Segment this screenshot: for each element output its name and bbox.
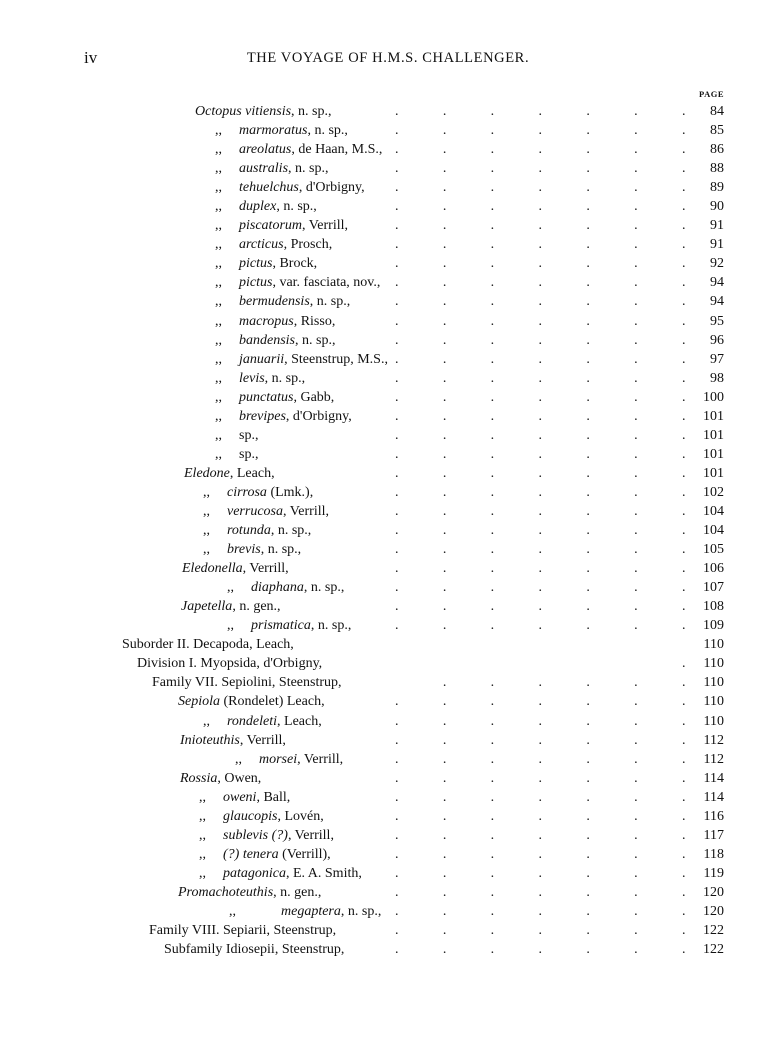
ditto-mark: ,, (227, 618, 234, 634)
entry-rest: (Lmk.), (266, 484, 314, 500)
ditto-mark: ,, (203, 523, 210, 539)
entry-text (227, 578, 344, 597)
taxon-name: cirrosa (227, 484, 267, 500)
entry-rest: , Verrill, (242, 561, 289, 577)
ditto-mark: ,, (199, 865, 206, 881)
page-number: 104 (703, 503, 724, 519)
entry-text (199, 807, 324, 826)
dot-leader: . . . . . . . (395, 903, 686, 919)
dot-leader: . . . . . . . (395, 865, 686, 881)
entry-text (215, 254, 317, 273)
entry-rest: , Owen, (217, 770, 262, 786)
entry-text (215, 312, 335, 331)
entry-rest: , n. sp., (288, 161, 329, 177)
entry-text (215, 407, 352, 426)
contents-entry (0, 445, 776, 464)
entry-text: Division I. Myopsida, d'Orbigny, (137, 656, 323, 672)
page-number: 112 (703, 751, 724, 767)
entry-text (199, 788, 290, 807)
contents-entry (0, 312, 776, 331)
taxon-name: diaphana (251, 580, 304, 596)
ditto-mark: ,, (235, 751, 242, 767)
ditto-mark: ,, (199, 846, 206, 862)
page-number: 94 (710, 294, 724, 310)
contents-entry (0, 140, 776, 159)
contents-entry (0, 826, 776, 845)
dot-leader: . . . . . . . (395, 808, 686, 824)
entry-rest: , n. sp., (270, 523, 312, 539)
entry-text (203, 502, 329, 521)
taxon-name: prismatica (251, 618, 311, 634)
page-number: 106 (703, 561, 724, 577)
entry-rest: sp., (239, 427, 259, 443)
entry-text (215, 426, 258, 445)
dot-leader: . . . . . . . (395, 618, 686, 634)
contents-entry (0, 502, 776, 521)
taxon-name: januarii (239, 351, 285, 367)
dot-leader: . . . . . . . (395, 199, 686, 215)
entry-text (215, 273, 380, 292)
contents-entry (0, 597, 776, 616)
entry-text (199, 845, 331, 864)
taxon-name: (?) tenera (223, 846, 279, 862)
taxon-name: verrucosa (227, 503, 283, 519)
entry-text (203, 483, 313, 502)
page-number: 101 (703, 427, 724, 443)
taxon-name: megaptera (281, 903, 341, 919)
page-number: 117 (703, 827, 724, 843)
entry-rest: , Lovén, (277, 808, 324, 824)
dot-leader: . . . . . . . (395, 713, 686, 729)
page-number: 96 (710, 332, 724, 348)
entry-text (178, 883, 321, 902)
entry-rest: , Prosch, (283, 237, 333, 253)
entry-rest: (Verrill), (278, 846, 331, 862)
taxon-name: punctatus (239, 389, 294, 405)
taxon-name: rotunda (227, 523, 271, 539)
ditto-mark: ,, (215, 275, 222, 291)
taxon-name: duplex (239, 199, 277, 215)
taxon-name: macropus (239, 313, 294, 329)
contents-entry (0, 807, 776, 826)
contents-entry-family (0, 673, 776, 692)
taxon-name: Sepiola (178, 694, 220, 710)
taxon-name: Japetella (181, 599, 233, 615)
contents-entry (0, 692, 776, 711)
ditto-mark: ,, (215, 351, 222, 367)
contents-entry (0, 216, 776, 235)
ditto-mark: ,, (215, 237, 222, 253)
page-number: 107 (703, 580, 724, 596)
ditto-mark: ,, (215, 446, 222, 462)
taxon-name: arcticus (239, 237, 284, 253)
ditto-mark: ,, (215, 332, 222, 348)
taxon-name: levis (239, 370, 265, 386)
ditto-mark: ,, (215, 370, 222, 386)
dot-leader: . . . . . . . (395, 275, 686, 291)
ditto-mark: ,, (215, 427, 222, 443)
ditto-mark: ,, (199, 808, 206, 824)
taxon-name: Rossia (180, 770, 218, 786)
entry-rest: (Rondelet) Leach, (220, 694, 325, 710)
page-number: 120 (703, 903, 724, 919)
page-number: 116 (703, 808, 724, 824)
entry-rest: , de Haan, M.S., (291, 142, 383, 158)
dot-leader: . . . . . . . (395, 218, 686, 234)
entry-text (229, 902, 381, 921)
dot-leader: . . . . . . . (395, 561, 686, 577)
taxon-name: marmoratus (239, 123, 308, 139)
entry-text (195, 102, 332, 121)
dot-leader: . . . . . . . (395, 884, 686, 900)
dot-leader: . . . . . . . (395, 294, 686, 310)
entry-rest: , n. sp., (307, 123, 348, 139)
ditto-mark: ,, (215, 123, 222, 139)
entry-rest: , Risso, (293, 313, 336, 329)
entry-rest: , d'Orbigny, (285, 408, 352, 424)
contents-entry (0, 292, 776, 311)
contents-entry (0, 845, 776, 864)
taxon-name: piscatorum (239, 218, 302, 234)
contents-entry (0, 902, 776, 921)
entry-rest: , Brock, (272, 256, 318, 272)
entry-rest: , n. sp., (264, 370, 306, 386)
ditto-mark: ,, (215, 256, 222, 272)
contents-entry (0, 426, 776, 445)
entry-text: Subfamily Idiosepii, Steenstrup, (164, 942, 345, 958)
dot-leader: . . . . . . . (395, 313, 686, 329)
contents-entry (0, 769, 776, 788)
dot-leader: . . . . . . . (395, 789, 686, 805)
page-number: 92 (710, 256, 724, 272)
dot-leader: . . . . . . . (395, 370, 686, 386)
contents-entry (0, 521, 776, 540)
taxon-name: areolatus (239, 142, 292, 158)
page-folio: iv (84, 48, 98, 67)
entry-text (215, 159, 328, 178)
ditto-mark: ,, (215, 161, 222, 177)
running-title: THE VOYAGE OF H.M.S. CHALLENGER. (246, 50, 530, 66)
dot-leader: . . . . . . . (395, 751, 686, 767)
entry-rest: , n. sp., (295, 332, 336, 348)
taxon-name: morsei (259, 751, 298, 767)
entry-text (215, 216, 348, 235)
contents-entry (0, 407, 776, 426)
page-number: 101 (703, 408, 724, 424)
entry-text (215, 331, 335, 350)
dot-leader: . . . . . . . (395, 484, 686, 500)
contents-entry (0, 731, 776, 750)
contents-entry-family (0, 921, 776, 940)
contents-entry-subfamily (0, 940, 776, 959)
page-number: 114 (703, 789, 724, 805)
contents-entry (0, 388, 776, 407)
entry-text (227, 616, 351, 635)
entry-text (215, 140, 382, 159)
entry-text (203, 540, 301, 559)
contents-entry (0, 464, 776, 483)
ditto-mark: ,, (215, 199, 222, 215)
page-number: 118 (703, 846, 724, 862)
dot-leader: . . . . . . . (395, 523, 686, 539)
entry-rest: , n. gen., (273, 884, 322, 900)
ditto-mark: ,, (199, 789, 206, 805)
ditto-mark: ,, (215, 180, 222, 196)
entry-rest: , Leach, (277, 713, 322, 729)
page-number: 97 (710, 351, 724, 367)
page-number: 104 (703, 523, 724, 539)
page-number: 120 (703, 884, 724, 900)
taxon-name: tehuelchus (239, 180, 299, 196)
entry-text (184, 464, 275, 483)
taxon-name: sublevis (?) (223, 827, 288, 843)
page-number: 110 (703, 694, 724, 710)
contents-entry (0, 235, 776, 254)
dot-leader: . . . . . . . (395, 351, 686, 367)
page-number: 110 (703, 713, 724, 729)
dot-leader: . . . . . . . (395, 542, 686, 558)
entry-text: Family VIII. Sepiarii, Steenstrup, (149, 923, 337, 939)
page-column-label: PAGE (699, 89, 724, 99)
entry-text (215, 178, 365, 197)
page-number: 112 (703, 732, 724, 748)
ditto-mark: ,, (215, 142, 222, 158)
dot-leader: . (681, 656, 686, 672)
dot-leader: . . . . . . (442, 675, 686, 691)
ditto-mark: ,, (215, 218, 222, 234)
entry-text (235, 750, 343, 769)
ditto-mark: ,, (215, 313, 222, 329)
dot-leader: . . . . . . . (395, 694, 686, 710)
entry-rest: , Verrill, (297, 751, 344, 767)
entry-rest: sp., (239, 446, 259, 462)
ditto-mark: ,, (203, 713, 210, 729)
taxon-name: Octopus vitiensis (195, 104, 292, 119)
entry-text: Family VII. Sepiolini, Steenstrup, (152, 675, 342, 691)
dot-leader: . . . . . . . (395, 180, 686, 196)
dot-leader: . . . . . . . (395, 389, 686, 405)
contents-entry (0, 712, 776, 731)
entry-rest: , Steenstrup, M.S., (284, 351, 388, 367)
entry-text (180, 731, 286, 750)
entry-text: Suborder II. Decapoda, Leach, (122, 637, 294, 653)
entry-rest: , Ball, (256, 789, 291, 805)
taxon-name: bandensis (239, 332, 295, 348)
entry-text (181, 597, 281, 616)
ditto-mark: ,, (203, 542, 210, 558)
dot-leader: . . . . . . . (395, 142, 686, 158)
entry-rest: , n. sp., (276, 199, 317, 215)
ditto-mark: ,, (227, 580, 234, 596)
ditto-mark: ,, (215, 408, 222, 424)
taxon-name: bermudensis (239, 294, 310, 310)
contents-entry (0, 102, 776, 121)
contents-entry (0, 883, 776, 902)
contents-entry (0, 350, 776, 369)
entry-text (215, 369, 305, 388)
contents-entry (0, 750, 776, 769)
taxon-name: patagonica (223, 865, 286, 881)
entry-text (215, 121, 348, 140)
ditto-mark: ,, (199, 827, 206, 843)
entry-rest: , Verrill, (283, 503, 330, 519)
page-number: 89 (710, 180, 724, 196)
contents-entry (0, 616, 776, 635)
contents-entry (0, 559, 776, 578)
page-number: 94 (710, 275, 724, 291)
contents-entry (0, 578, 776, 597)
taxon-name: oweni (223, 789, 257, 805)
entry-rest: , E. A. Smith, (286, 865, 362, 881)
ditto-mark: ,, (215, 389, 222, 405)
page-number: 105 (703, 542, 724, 558)
dot-leader: . . . . . . . (395, 846, 686, 862)
entry-text (203, 521, 311, 540)
taxon-name: pictus (239, 275, 273, 291)
dot-leader: . . . . . . . (395, 827, 686, 843)
page-number: 108 (703, 599, 724, 615)
entry-rest: , n. sp., (260, 542, 302, 558)
page-number: 102 (703, 484, 724, 500)
page-number: 110 (703, 675, 724, 691)
contents-entry (0, 159, 776, 178)
entry-text (215, 388, 334, 407)
dot-leader: . . . . . . . (395, 408, 686, 424)
page-number: 101 (703, 465, 724, 481)
entry-rest: , Verrill, (287, 827, 334, 843)
taxon-name: rondeleti (227, 713, 278, 729)
contents-entry (0, 483, 776, 502)
page-number: 91 (710, 237, 724, 253)
taxon-name: glaucopis (223, 808, 278, 824)
entry-rest: , n. gen., (232, 599, 281, 615)
taxon-name: australis (239, 161, 289, 177)
entry-rest: , n. sp., (310, 618, 352, 634)
entry-text (199, 864, 362, 883)
entry-rest: , Leach, (229, 465, 275, 481)
entry-rest: , var. fasciata, nov., (272, 275, 381, 291)
page-number: 86 (710, 142, 724, 158)
entry-text (215, 235, 332, 254)
ditto-mark: ,, (229, 903, 236, 919)
dot-leader: . . . . . . . (395, 599, 686, 615)
contents-entry (0, 254, 776, 273)
taxon-name: Eledonella (182, 561, 243, 577)
dot-leader: . . . . . . . (395, 123, 686, 139)
ditto-mark: ,, (203, 484, 210, 500)
ditto-mark: ,, (203, 503, 210, 519)
contents-entry (0, 197, 776, 216)
taxon-name: Promachoteuthis (178, 884, 274, 900)
taxon-name: Eledone (184, 465, 230, 481)
entry-text (215, 350, 388, 369)
page-number: 98 (710, 370, 724, 386)
entry-rest: , Verrill, (302, 218, 349, 234)
page-number: 109 (703, 618, 724, 634)
page-number: 114 (703, 770, 724, 786)
contents-entry (0, 864, 776, 883)
page-number: 85 (710, 123, 724, 139)
contents-entry-suborder (0, 635, 776, 654)
dot-leader: . . . . . . . (395, 732, 686, 748)
page-number: 95 (710, 313, 724, 329)
dot-leader: . . . . . . . (395, 465, 686, 481)
contents-entry (0, 178, 776, 197)
page-number: 100 (703, 389, 724, 405)
entry-text (180, 769, 261, 788)
dot-leader: . . . . . . . (395, 942, 686, 958)
dot-leader: . . . . . . . (395, 503, 686, 519)
page-number: 84 (710, 104, 724, 119)
page-number: 88 (710, 161, 724, 177)
taxon-name: Inioteuthis (180, 732, 240, 748)
taxon-name: pictus (239, 256, 273, 272)
page-number: 110 (703, 637, 724, 653)
page-number: 119 (703, 865, 724, 881)
dot-leader: . . . . . . . (395, 770, 686, 786)
contents-list (0, 102, 776, 959)
dot-leader: . . . . . . . (395, 580, 686, 596)
entry-rest: , d'Orbigny, (298, 180, 365, 196)
entry-text (215, 197, 317, 216)
entry-rest: , n. sp., (303, 580, 345, 596)
contents-entry (0, 540, 776, 559)
contents-entry (0, 273, 776, 292)
entry-rest: , n. sp., (309, 294, 351, 310)
entry-text (215, 445, 258, 464)
contents-entry (0, 788, 776, 807)
entry-rest: , Gabb, (293, 389, 335, 405)
entry-text (182, 559, 289, 578)
dot-leader: . . . . . . . (395, 427, 686, 443)
entry-rest: , n. sp., (340, 903, 382, 919)
page-number: 122 (703, 923, 724, 939)
dot-leader: . . . . . . . (395, 923, 686, 939)
dot-leader: . . . . . . . (395, 332, 686, 348)
dot-leader: . . . . . . . (395, 104, 686, 119)
entry-rest: , n. sp., (291, 104, 332, 119)
contents-entry (0, 369, 776, 388)
ditto-mark: ,, (215, 294, 222, 310)
entry-rest: , Verrill, (239, 732, 286, 748)
entry-text (215, 292, 350, 311)
dot-leader: . . . . . . . (395, 161, 686, 177)
contents-entry (0, 121, 776, 140)
dot-leader: . . . . . . . (395, 256, 686, 272)
contents-entry (0, 331, 776, 350)
taxon-name: brevipes (239, 408, 286, 424)
page-number: 90 (710, 199, 724, 215)
contents-entry-division (0, 654, 776, 673)
page-number: 122 (703, 942, 724, 958)
taxon-name: brevis (227, 542, 261, 558)
dot-leader: . . . . . . . (395, 237, 686, 253)
entry-text (178, 692, 325, 711)
page-number: 101 (703, 446, 724, 462)
page-number: 110 (703, 656, 724, 672)
page-number: 91 (710, 218, 724, 234)
entry-text (203, 712, 322, 731)
entry-text (199, 826, 334, 845)
dot-leader: . . . . . . . (395, 446, 686, 462)
